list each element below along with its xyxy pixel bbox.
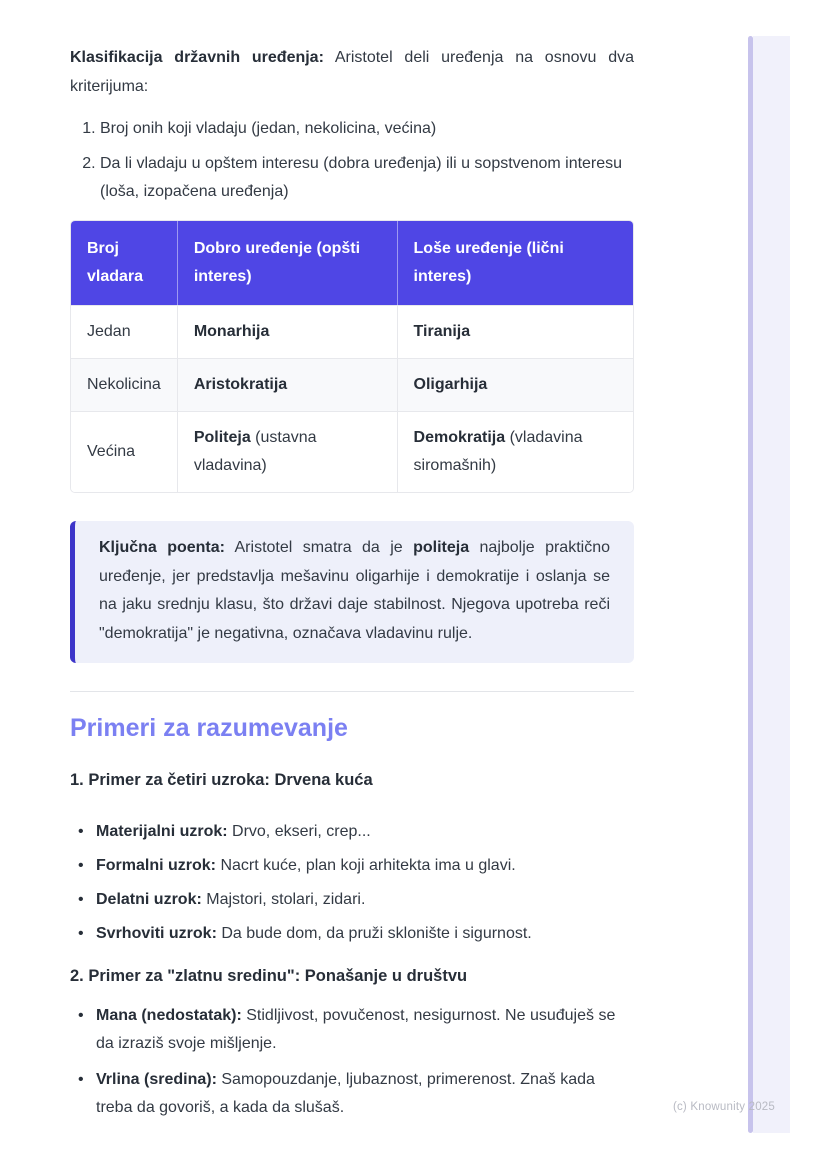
criteria-list — [70, 115, 634, 206]
bullet-text: Nacrt kuće, plan koji arhitekta ima u glavi. — [216, 857, 516, 874]
example2-title: 2. Primer za "zlatnu sredinu": Ponašanje u društvu — [70, 967, 468, 985]
bullet-text: Majstori, stolari, zidari. — [201, 891, 366, 908]
criteria-item-2: 2. Da li vladaju u opštem interesu (dobra uređenja) ili u sopstvenom interesu (loša, izopačena uređenja) — [100, 150, 634, 206]
intro-paragraph — [70, 43, 634, 101]
key-point-emphasis: politeja — [413, 539, 470, 556]
government-types-table — [70, 220, 634, 493]
bullet-term: Materijalni uzrok: — [96, 823, 228, 840]
key-point-rest: najbolje praktično uređenje, jer predstavlja mešavinu oligarhije i demokratije i oslanja se na jaku srednju klasu, što državi daje stabilnost. Njegova upotreba reči "demokratija" je negativna, označava vladavinu rulje. — [99, 539, 611, 642]
cell-bad — [397, 305, 633, 358]
list-item — [70, 818, 634, 846]
cell-bad-term: Tiranija — [413, 323, 471, 340]
cell-good — [177, 305, 397, 358]
list-item — [70, 920, 634, 948]
key-point-label: Ključna poenta: — [99, 539, 225, 556]
table-row — [71, 305, 633, 358]
criteria-item-1: 1. Broj onih koji vladaju (jedan, nekolicina, većina) — [100, 115, 634, 143]
table-row — [71, 358, 633, 411]
cell-bad-term: Demokratija — [413, 429, 506, 446]
table-row — [71, 411, 633, 492]
intro-bold-lead: Klasifikacija državnih uređenja: — [70, 49, 324, 66]
cell-bad — [397, 358, 633, 411]
document-content — [70, 0, 634, 1130]
page-edge-line — [748, 36, 753, 1133]
table-header-bad: Loše uređenje (lični interes) — [397, 221, 633, 305]
cell-good-term: Politeja — [193, 429, 251, 446]
bullet-term: Mana (nedostatak): — [96, 1007, 242, 1024]
bullet-term: Vrlina (sredina): — [96, 1071, 217, 1088]
key-point-callout — [70, 521, 634, 663]
page-edge-panel — [753, 36, 790, 1133]
list-item — [70, 886, 634, 914]
cell-bad-term: Oligarhija — [413, 376, 488, 393]
table-header-good: Dobro uređenje (opšti interes) — [177, 221, 397, 305]
cell-good-note: (ustavna vladavina) — [193, 429, 317, 474]
section-divider — [70, 691, 634, 692]
cell-good — [177, 411, 397, 492]
example1-title: 1. Primer za četiri uzroka: Drvena kuća — [70, 771, 373, 789]
copyright-watermark: (c) Knowunity 2025 — [672, 1101, 775, 1113]
example2-list — [70, 1002, 634, 1122]
cell-bad-note: (vladavina siromašnih) — [413, 429, 583, 474]
list-item — [70, 1002, 634, 1058]
cell-good-term: Aristokratija — [193, 376, 288, 393]
cell-rulers: Većina — [71, 411, 177, 492]
cell-rulers: Jedan — [71, 305, 177, 358]
table-header-row — [71, 221, 633, 305]
cell-good-term: Monarhija — [193, 323, 270, 340]
key-point-lead: Aristotel smatra da je — [224, 539, 414, 556]
cell-bad — [397, 411, 633, 492]
table-header-rulers: Broj vladara — [71, 221, 177, 305]
bullet-text: Stidljivost, povučenost, nesigurnost. Ne usuđuješ se da izraziš svoje mišljenje. — [96, 1007, 616, 1052]
cell-good — [177, 358, 397, 411]
bullet-term: Formalni uzrok: — [96, 857, 217, 874]
bullet-term: Svrhoviti uzrok: — [96, 925, 217, 942]
bullet-text: Samopouzdanje, ljubaznost, primerenost. Znaš kada treba da govoriš, a kada da slušaš. — [96, 1071, 595, 1116]
bullet-term: Delatni uzrok: — [96, 891, 202, 908]
section-heading: Primeri za razumevanje — [70, 714, 348, 742]
key-point-text — [99, 534, 610, 648]
example1-list — [70, 818, 634, 948]
cell-rulers: Nekolicina — [71, 358, 177, 411]
list-item — [70, 1066, 634, 1122]
list-item — [70, 852, 634, 880]
bullet-text: Da bude dom, da pruži sklonište i sigurnost. — [216, 925, 532, 942]
intro-text: Aristotel deli uređenja na osnovu dva kriterijuma: — [70, 49, 634, 95]
bullet-text: Drvo, ekseri, crep... — [227, 823, 371, 840]
